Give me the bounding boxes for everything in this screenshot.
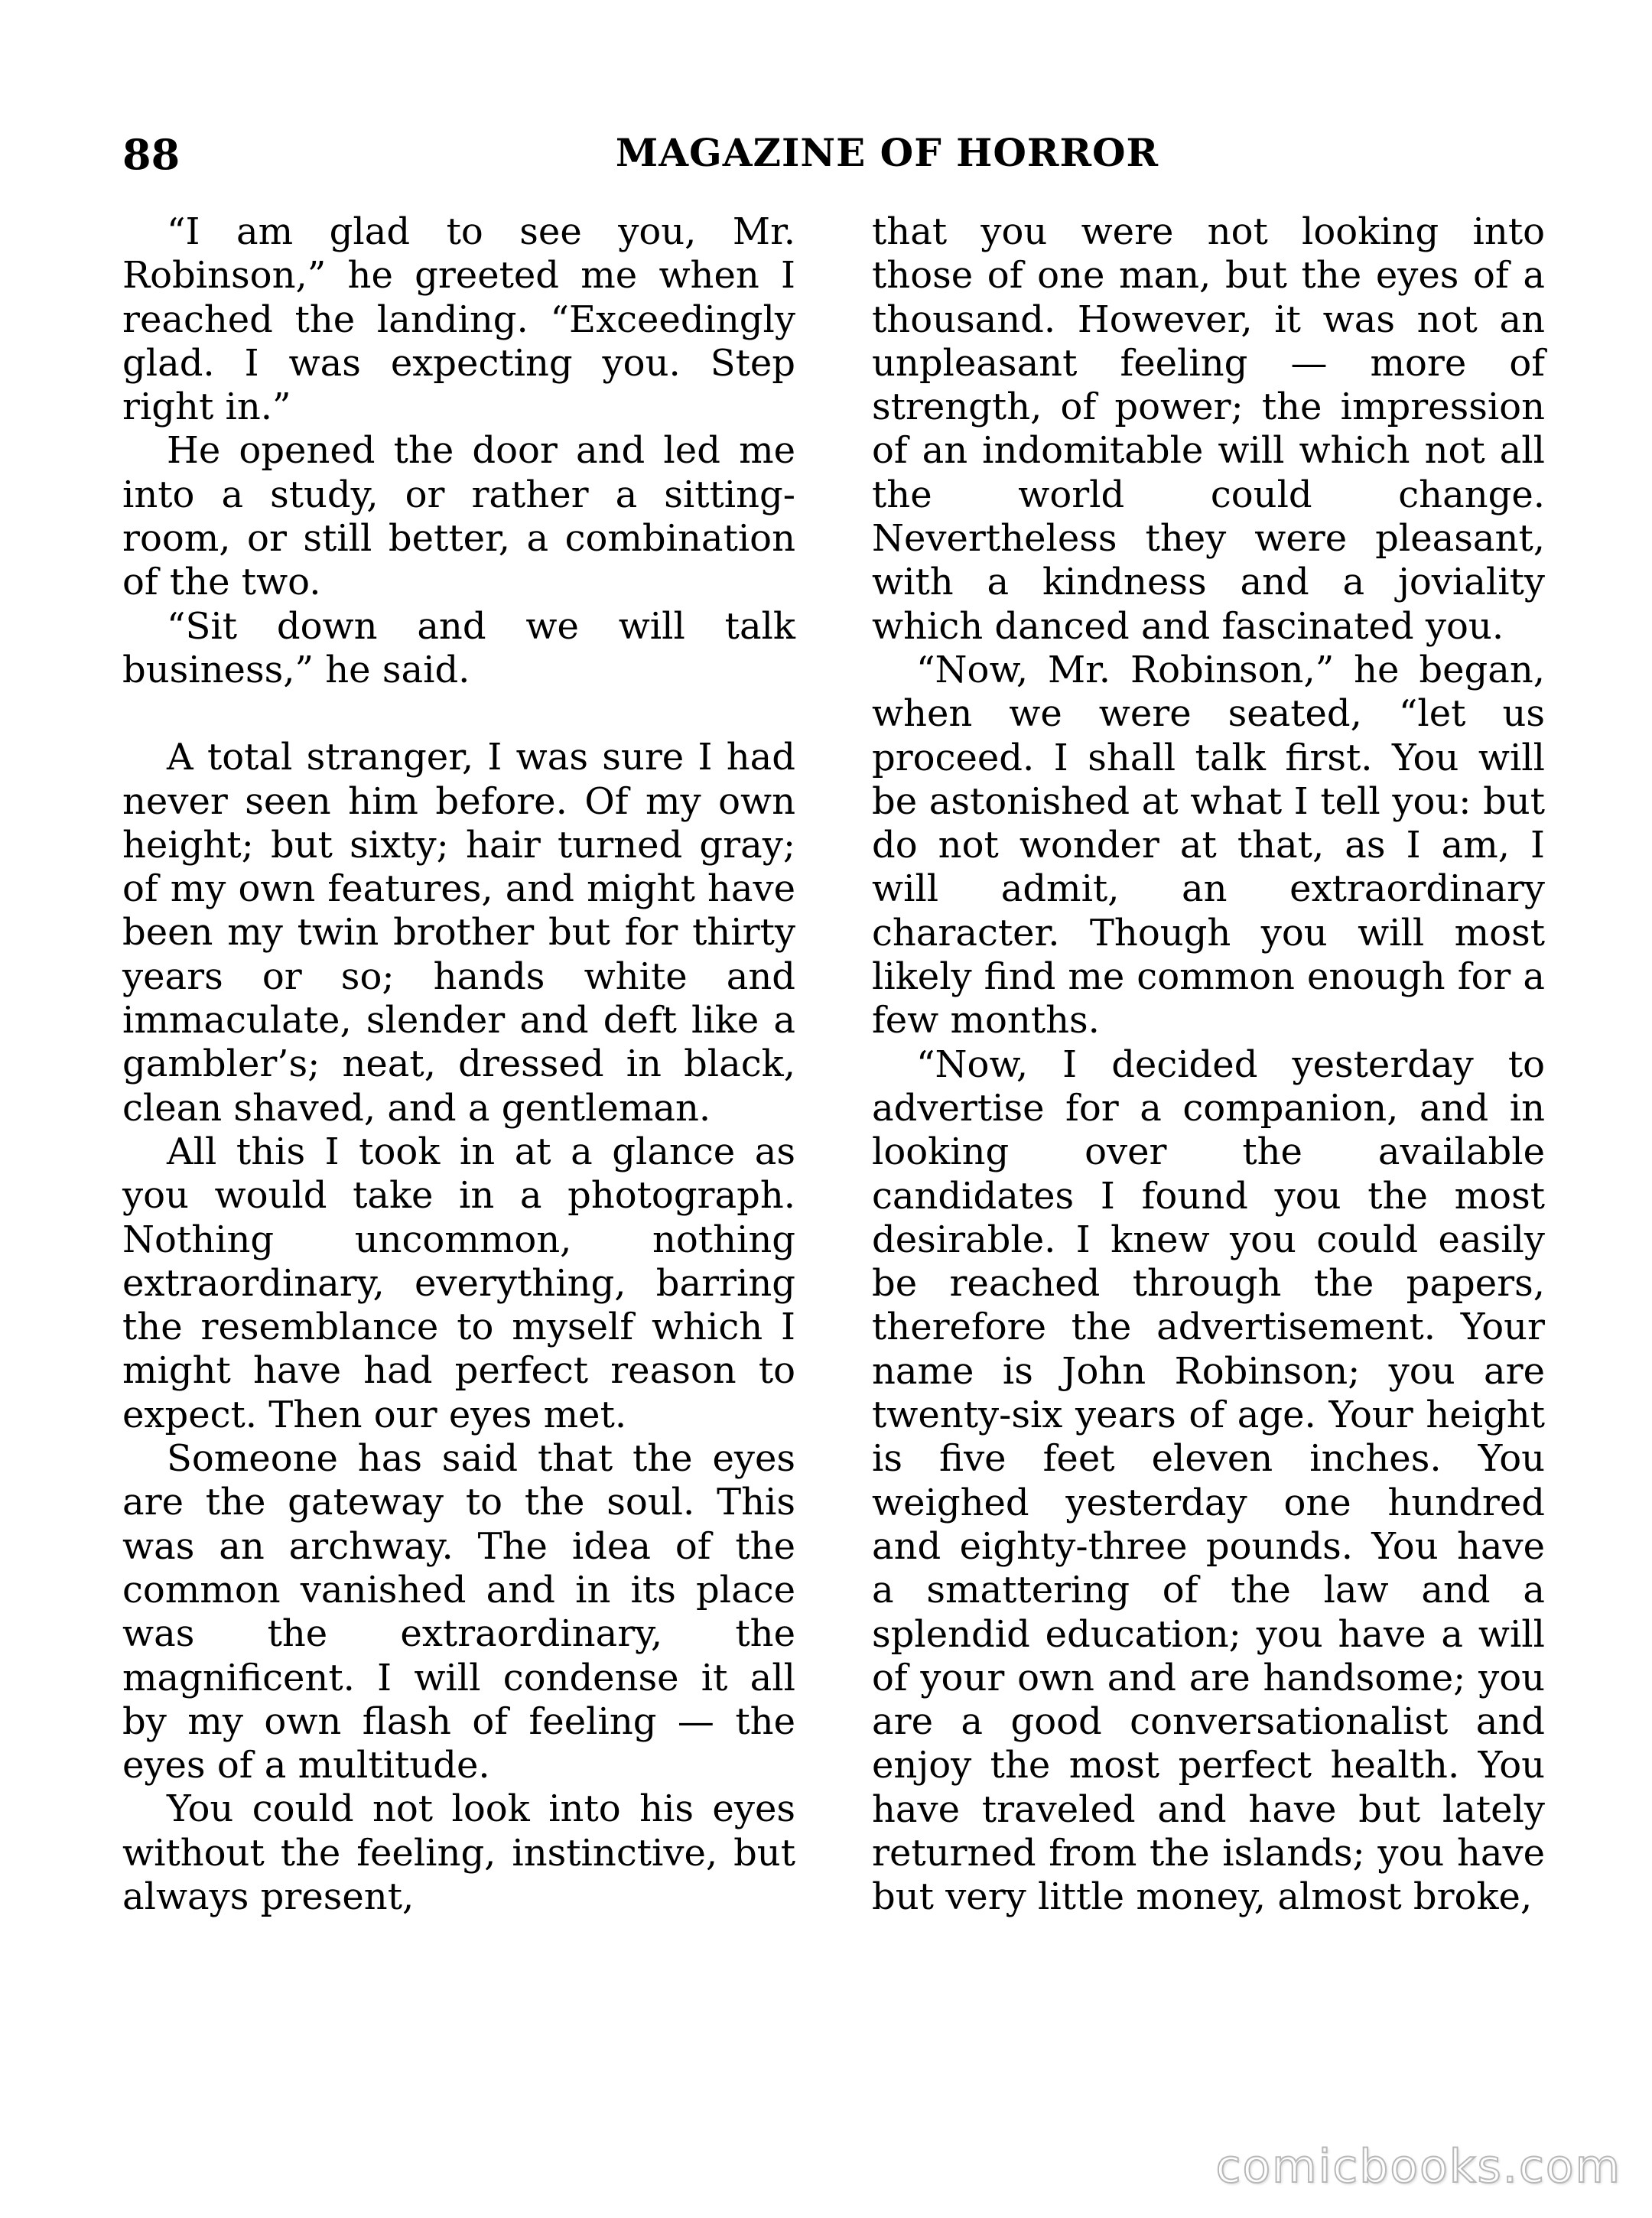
paragraph: “Now, I decided yesterday to advertise for a companion, and in looking over the available candidates I found you the most desirable. I knew you could easily be reached through the papers, therefore the advertisement. Your name is John Robinson; you are twenty-six years of age. Your height is five feet eleven inches. You weighed yesterday one hundred and eighty-three pounds. You have a smattering of the law and a splendid education; you have a will of your own and are handsome; you are a good conversationalist and enjoy the most perfect health. You have traveled and have but lately returned from the islands; you have but very little money, almost broke, <box>872 1042 1545 1919</box>
watermark: comicbooks.com <box>1215 2140 1621 2194</box>
paragraph: “Sit down and we will talk business,” he said. <box>122 604 795 691</box>
left-column <box>122 210 795 1919</box>
page-number: 88 <box>122 130 180 179</box>
paragraph: All this I took in at a glance as you would take in a photograph. Nothing uncommon, nothing extraordinary, everything, barring the resemblance to myself which I might have had perfect reason to expect. Then our eyes met. <box>122 1130 795 1436</box>
paragraph: “Now, Mr. Robinson,” he began, when we were seated, “let us proceed. I shall talk first. You will be astonished at what I tell you: but do not wonder at that, as I am, I will admit, an extraordinary character. Though you will most likely find me common enough for a few months. <box>872 648 1545 1042</box>
paragraph: A total stranger, I was sure I had never seen him before. Of my own height; but sixty; hair turned gray; of my own features, and might have been my twin brother but for thirty years or so; hands white and immaculate, slender and deft like a gambler’s; neat, dressed in black, clean shaved, and a gentleman. <box>122 736 795 1130</box>
paragraph: “I am glad to see you, Mr. Robinson,” he greeted me when I reached the landing. “Exceedingly glad. I was expecting you. Step right in.” <box>122 210 795 429</box>
right-column <box>872 210 1545 1920</box>
page-header <box>122 130 1545 184</box>
paragraph: Someone has said that the eyes are the gateway to the soul. This was an archway. The idea of the common vanished and in its place was the extraordinary, the magnificent. I will condense it all by my own flash of feeling — the eyes of a multitude. <box>122 1437 795 1787</box>
paragraph: He opened the door and led me into a study, or rather a sitting-room, or still better, a combination of the two. <box>122 429 795 604</box>
paragraph: You could not look into his eyes without the feeling, instinctive, but always present, <box>122 1787 795 1918</box>
running-head: MAGAZINE OF HORROR <box>615 130 1159 175</box>
paragraph: that you were not looking into those of one man, but the eyes of a thousand. However, it was not an unpleasant feeling — more of strength, of power; the impression of an indomitable will which not all the world could change. Nevertheless they were pleasant, with a kindness and a joviality which danced and fascinated you. <box>872 210 1545 648</box>
